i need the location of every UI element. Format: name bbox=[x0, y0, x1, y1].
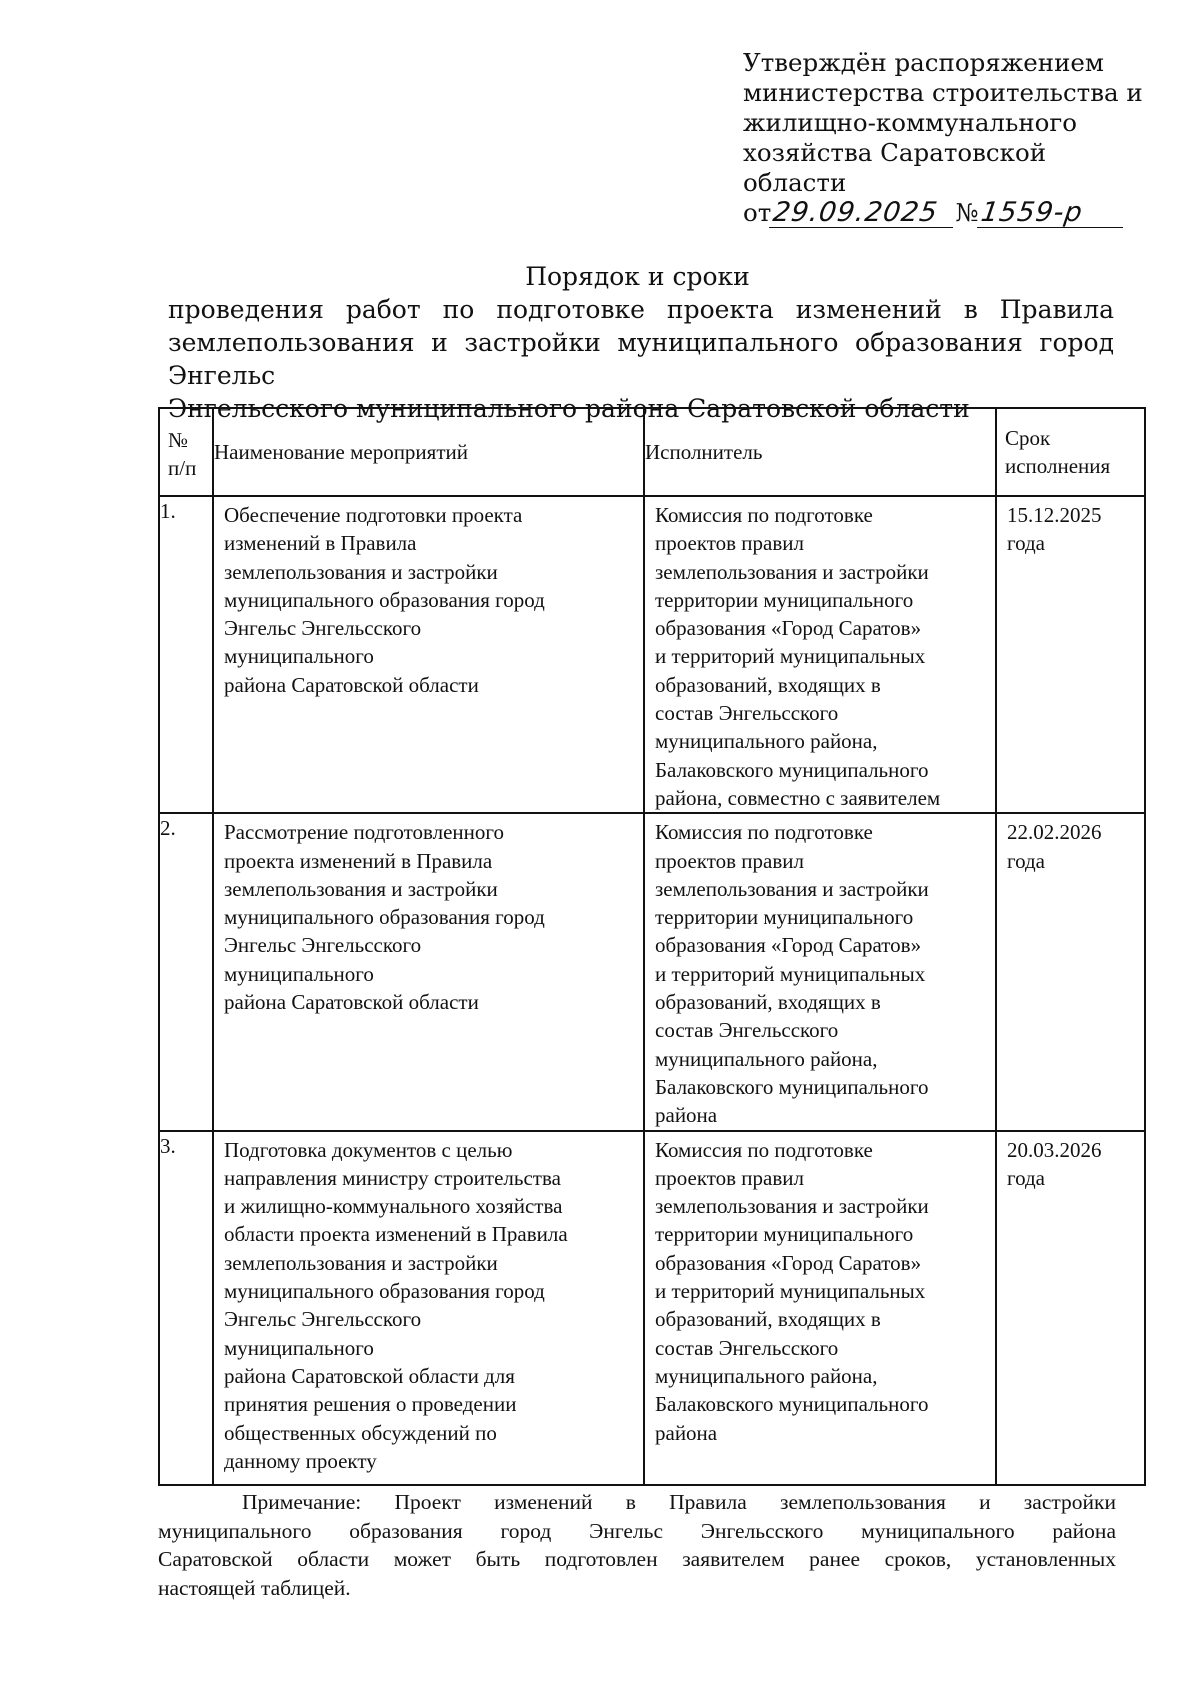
row-number: 1. bbox=[159, 496, 213, 813]
row-term: 20.03.2026 года bbox=[996, 1131, 1145, 1485]
header-executor: Исполнитель bbox=[644, 408, 996, 496]
note-line: Саратовской области может быть подготовлен заявителем ранее сроков, установленных bbox=[158, 1547, 1116, 1571]
row-activity: Подготовка документов с целью направления министру строительства и жилищно-коммунального хозяйства области проекта изменений в Правила землепользования и застройки муниципального образования город Энгельс Энгельсского муниципального района Саратовской области для принятия решения о проведении общественных обсуждений по данному проекту bbox=[213, 1131, 644, 1485]
approval-block bbox=[743, 48, 1163, 228]
subtitle-line: проведения работ по подготовке проекта изменений в Правила bbox=[168, 295, 1114, 324]
subtitle-line: Энгельсского муниципального района Саратовской области bbox=[168, 394, 970, 423]
document-subtitle bbox=[168, 293, 1114, 425]
header-num: № п/п bbox=[159, 408, 213, 496]
document-title: Порядок и сроки bbox=[525, 262, 750, 291]
note-paragraph bbox=[158, 1488, 1116, 1602]
approval-line: министерства строительства и bbox=[743, 78, 1143, 107]
row-term: 22.02.2026 года bbox=[996, 813, 1145, 1130]
row-executor: Комиссия по подготовке проектов правил землепользования и застройки территории муниципального образования «Город Саратов» и территорий муниципальных образований, входящих в состав Энгельсского муниципального района, Балаковского муниципального района bbox=[644, 813, 996, 1130]
row-executor: Комиссия по подготовке проектов правил землепользования и застройки территории муниципального образования «Город Саратов» и территорий муниципальных образований, входящих в состав Энгельсского муниципального района, Балаковского муниципального района, совместно с заявителем bbox=[644, 496, 996, 813]
row-activity: Рассмотрение подготовленного проекта изменений в Правила землепользования и застройки муниципального образования город Энгельс Энгельсского муниципального района Саратовской области bbox=[213, 813, 644, 1130]
subtitle-line: землепользования и застройки муниципального образования город Энгельс bbox=[168, 328, 1114, 390]
table-row bbox=[159, 1131, 1145, 1485]
table-header-row bbox=[159, 408, 1145, 496]
note-line: муниципального образования город Энгельс Энгельсского муниципального района bbox=[158, 1518, 1116, 1543]
note-line: Примечание: Проект изменений в Правила землепользования и застройки bbox=[242, 1490, 1116, 1514]
header-term: Срок исполнения bbox=[996, 408, 1145, 496]
handwritten-date: 29.09.2025 bbox=[769, 199, 957, 228]
table-row bbox=[159, 496, 1145, 813]
row-number: 2. bbox=[159, 813, 213, 1130]
row-activity: Обеспечение подготовки проекта изменений в Правила землепользования и застройки муниципального образования город Энгельс Энгельсского муниципального района Саратовской области bbox=[213, 496, 644, 813]
approval-date-number bbox=[743, 198, 1163, 228]
approval-line: жилищно-коммунального bbox=[743, 108, 1077, 137]
number-sign: № bbox=[955, 198, 979, 227]
approval-line: области bbox=[743, 168, 847, 197]
from-prefix: от bbox=[743, 198, 772, 227]
row-number: 3. bbox=[159, 1131, 213, 1485]
handwritten-number: 1559-р bbox=[976, 199, 1126, 228]
approval-line: хозяйства Саратовской bbox=[743, 138, 1047, 167]
header-name: Наименование мероприятий bbox=[213, 408, 644, 496]
row-executor: Комиссия по подготовке проектов правил землепользования и застройки территории муниципального образования «Город Саратов» и территорий муниципальных образований, входящих в состав Энгельсского муниципального района, Балаковского муниципального района bbox=[644, 1131, 996, 1485]
row-term: 15.12.2025 года bbox=[996, 496, 1145, 813]
note-line: настоящей таблицей. bbox=[158, 1575, 351, 1600]
table-row bbox=[159, 813, 1145, 1130]
schedule-table bbox=[158, 407, 1146, 1486]
approval-line: Утверждён распоряжением bbox=[743, 48, 1104, 77]
